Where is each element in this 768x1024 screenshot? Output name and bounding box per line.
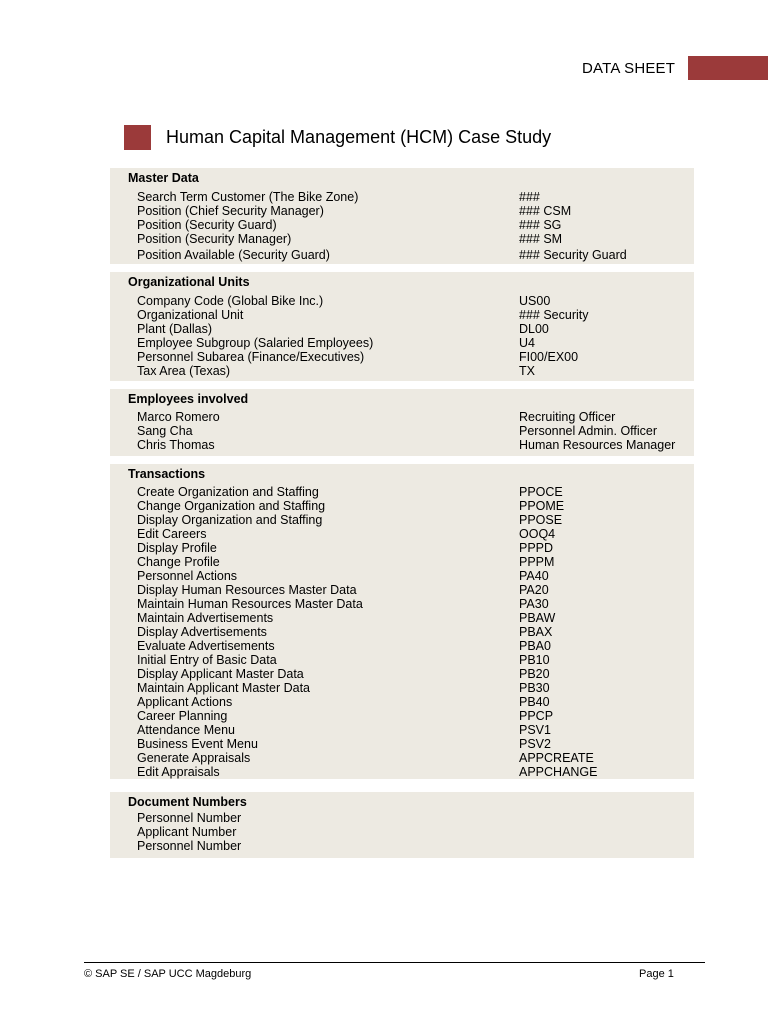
- section-transactions: [110, 464, 694, 779]
- data-row: [137, 811, 694, 825]
- row-value: PBAX: [519, 625, 553, 639]
- data-row: [137, 709, 694, 723]
- row-label: Maintain Advertisements: [137, 611, 274, 625]
- row-value: TX: [519, 364, 535, 378]
- section-heading: Document Numbers: [128, 795, 247, 809]
- row-value: PPPM: [519, 555, 555, 569]
- row-value: PB40: [519, 695, 550, 709]
- section-heading: Organizational Units: [128, 275, 250, 289]
- section-heading: Master Data: [128, 171, 199, 185]
- row-value: PA40: [519, 569, 549, 583]
- data-row: [137, 527, 694, 541]
- row-label: Personnel Subarea (Finance/Executives): [137, 350, 365, 364]
- data-row: [137, 485, 694, 499]
- row-label: Position Available (Security Guard): [137, 248, 330, 262]
- row-label: Company Code (Global Bike Inc.): [137, 294, 324, 308]
- section-document-numbers: [110, 792, 694, 858]
- row-label: Personnel Number: [137, 811, 242, 825]
- row-label: Display Advertisements: [137, 625, 267, 639]
- row-label: Attendance Menu: [137, 723, 235, 737]
- data-row: [137, 569, 694, 583]
- row-value: PA30: [519, 597, 549, 611]
- footer-divider: [84, 962, 705, 963]
- data-row: [137, 232, 694, 246]
- section-employees-involved: [110, 389, 694, 456]
- data-row: [137, 695, 694, 709]
- row-value: DL00: [519, 322, 549, 336]
- row-label: Sang Cha: [137, 424, 193, 438]
- row-value: PBA0: [519, 639, 551, 653]
- row-value: PPOCE: [519, 485, 563, 499]
- row-value: ###: [519, 190, 540, 204]
- section-organizational-units: [110, 272, 694, 381]
- data-sheet-label: DATA SHEET: [582, 60, 676, 77]
- row-value: FI00/EX00: [519, 350, 579, 364]
- row-value: PB20: [519, 667, 550, 681]
- row-value: PB10: [519, 653, 550, 667]
- data-row: [137, 839, 694, 853]
- row-label: Initial Entry of Basic Data: [137, 653, 277, 667]
- row-label: Create Organization and Staffing: [137, 485, 319, 499]
- row-value: PPPD: [519, 541, 554, 555]
- row-value: PBAW: [519, 611, 556, 625]
- row-label: Position (Security Manager): [137, 232, 292, 246]
- row-value: ### Security Guard: [519, 248, 627, 262]
- row-label: Display Applicant Master Data: [137, 667, 304, 681]
- row-label: Maintain Human Resources Master Data: [137, 597, 363, 611]
- row-label: Position (Security Guard): [137, 218, 277, 232]
- data-row: [137, 438, 694, 452]
- data-row: [137, 218, 694, 232]
- row-value: APPCHANGE: [519, 765, 598, 779]
- row-value: OOQ4: [519, 527, 556, 541]
- data-row: [137, 308, 694, 322]
- row-value: ### CSM: [519, 204, 572, 218]
- data-row: [137, 737, 694, 751]
- row-value: PSV2: [519, 737, 551, 751]
- row-label: Evaluate Advertisements: [137, 639, 275, 653]
- data-row: [137, 667, 694, 681]
- data-row: [137, 190, 694, 204]
- row-value: APPCREATE: [519, 751, 594, 765]
- row-label: Display Organization and Staffing: [137, 513, 323, 527]
- footer-copyright: © SAP SE / SAP UCC Magdeburg: [84, 968, 252, 980]
- data-row: [137, 204, 694, 218]
- data-row: [137, 364, 694, 378]
- row-value: PPOSE: [519, 513, 563, 527]
- row-value: Personnel Admin. Officer: [519, 424, 658, 438]
- row-label: Search Term Customer (The Bike Zone): [137, 190, 359, 204]
- data-row: [137, 294, 694, 308]
- row-label: Chris Thomas: [137, 438, 215, 452]
- data-row: [137, 322, 694, 336]
- data-row: [137, 639, 694, 653]
- row-label: Plant (Dallas): [137, 322, 213, 336]
- row-label: Edit Careers: [137, 527, 207, 541]
- data-row: [137, 825, 694, 839]
- row-label: Personnel Actions: [137, 569, 238, 583]
- row-value: US00: [519, 294, 551, 308]
- row-label: Display Profile: [137, 541, 217, 555]
- row-label: Career Planning: [137, 709, 228, 723]
- data-row: [137, 424, 694, 438]
- data-row: [137, 583, 694, 597]
- row-label: Change Profile: [137, 555, 220, 569]
- row-value: ### Security: [519, 308, 589, 322]
- row-label: Position (Chief Security Manager): [137, 204, 324, 218]
- row-value: Recruiting Officer: [519, 410, 616, 424]
- row-value: PPCP: [519, 709, 554, 723]
- row-label: Display Human Resources Master Data: [137, 583, 357, 597]
- section-heading: Transactions: [128, 467, 206, 481]
- page-title: Human Capital Management (HCM) Case Study: [166, 127, 552, 147]
- data-row: [137, 751, 694, 765]
- row-value: PB30: [519, 681, 550, 695]
- title-accent-square: [124, 125, 151, 150]
- data-row: [137, 597, 694, 611]
- row-label: Applicant Actions: [137, 695, 233, 709]
- data-row: [137, 350, 694, 364]
- row-value: PA20: [519, 583, 549, 597]
- row-label: Applicant Number: [137, 825, 237, 839]
- row-label: Organizational Unit: [137, 308, 244, 322]
- row-label: Edit Appraisals: [137, 765, 220, 779]
- row-label: Personnel Number: [137, 839, 242, 853]
- section-heading: Employees involved: [128, 392, 249, 406]
- data-row: [137, 513, 694, 527]
- row-value: Human Resources Manager: [519, 438, 676, 452]
- row-label: Business Event Menu: [137, 737, 258, 751]
- data-row: [137, 555, 694, 569]
- data-row: [137, 248, 694, 262]
- row-value: PSV1: [519, 723, 551, 737]
- data-row: [137, 723, 694, 737]
- row-value: PPOME: [519, 499, 565, 513]
- data-row: [137, 499, 694, 513]
- row-label: Employee Subgroup (Salaried Employees): [137, 336, 374, 350]
- row-label: Maintain Applicant Master Data: [137, 681, 311, 695]
- row-label: Tax Area (Texas): [137, 364, 231, 378]
- data-row: [137, 681, 694, 695]
- data-row: [137, 625, 694, 639]
- header-accent-bar: [688, 56, 768, 80]
- row-value: ### SM: [519, 232, 563, 246]
- row-label: Generate Appraisals: [137, 751, 251, 765]
- row-label: Change Organization and Staffing: [137, 499, 326, 513]
- data-row: [137, 541, 694, 555]
- page-number: Page 1: [639, 968, 674, 980]
- data-row: [137, 765, 694, 779]
- row-value: U4: [519, 336, 535, 350]
- section-master-data: [110, 168, 694, 264]
- row-label: Marco Romero: [137, 410, 220, 424]
- data-row: [137, 410, 694, 424]
- data-row: [137, 653, 694, 667]
- data-row: [137, 611, 694, 625]
- data-row: [137, 336, 694, 350]
- row-value: ### SG: [519, 218, 562, 232]
